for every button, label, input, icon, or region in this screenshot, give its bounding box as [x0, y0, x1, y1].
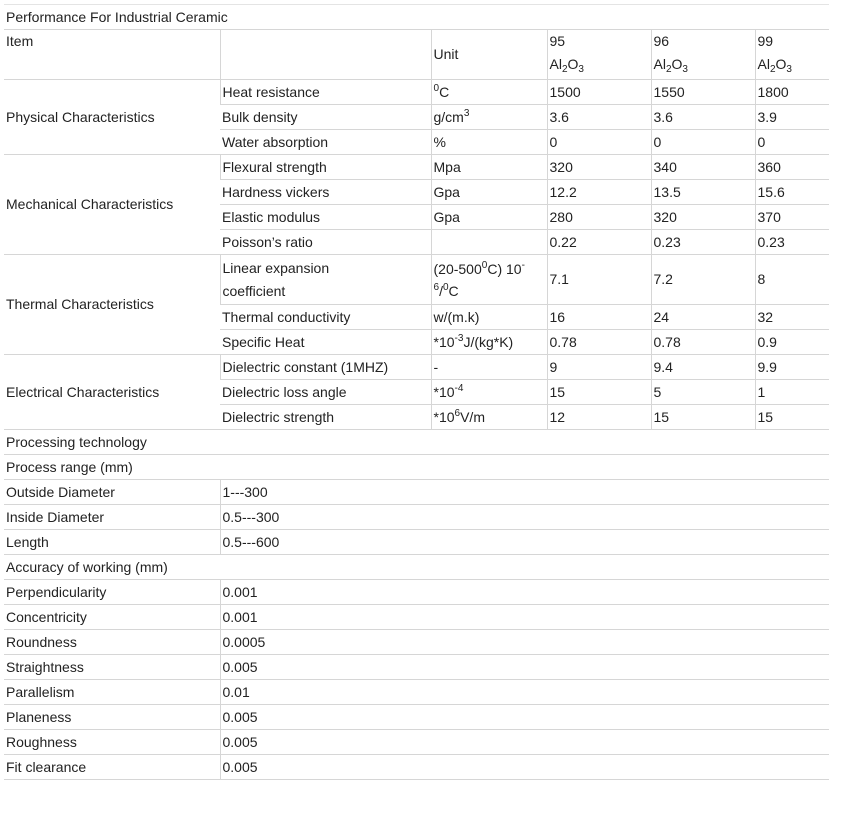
grade-number: 96	[653, 33, 670, 49]
unit-cell: $*10^{-4}$	[431, 380, 547, 405]
unit-cell: $g/cm^3$	[431, 105, 547, 130]
header-grade-96	[651, 30, 755, 80]
value-cell: 15	[755, 405, 829, 430]
table-row	[4, 480, 829, 505]
property-cell: Poisson’s ratio	[220, 230, 431, 255]
spec-label: Outside Diameter	[4, 480, 220, 505]
value-cell: 15	[547, 380, 651, 405]
header-unit: Unit	[431, 30, 547, 80]
table-row	[4, 505, 829, 530]
unit-cell: Gpa	[431, 205, 547, 230]
property-cell: Hardness vickers	[220, 180, 431, 205]
unit-cell: -	[431, 355, 547, 380]
grade-formula: $Al_2O_3$	[757, 56, 792, 75]
table-row	[4, 630, 829, 655]
unit-cell: $^0$C	[431, 80, 547, 105]
value-cell: 3.9	[755, 105, 829, 130]
spec-label: Roughness	[4, 730, 220, 755]
value-cell: 1550	[651, 80, 755, 105]
value-cell: 8	[755, 255, 829, 305]
value-cell: 32	[755, 305, 829, 330]
table-row	[4, 730, 829, 755]
grade-number: 99	[757, 33, 774, 49]
property-cell: Flexural strength	[220, 155, 431, 180]
unit-cell: %	[431, 130, 547, 155]
value-cell: 15	[651, 405, 755, 430]
group-physical: Physical Characteristics	[4, 80, 220, 155]
spec-value: 0.001	[220, 580, 829, 605]
value-cell: 12	[547, 405, 651, 430]
value-cell: 9	[547, 355, 651, 380]
table-row	[4, 530, 829, 555]
grade-formula: $Al_2O_3$	[549, 56, 584, 75]
value-cell: 3.6	[547, 105, 651, 130]
table-row	[4, 155, 829, 180]
table-row	[4, 80, 829, 105]
header-item: Item	[4, 30, 220, 80]
group-electrical: Electrical Characteristics	[4, 355, 220, 430]
value-cell: 280	[547, 205, 651, 230]
group-thermal: Thermal Characteristics	[4, 255, 220, 355]
value-cell: 13.5	[651, 180, 755, 205]
value-cell: 340	[651, 155, 755, 180]
property-cell: Water absorption	[220, 130, 431, 155]
table-row	[4, 605, 829, 630]
spec-value: 0.001	[220, 605, 829, 630]
value-cell: 320	[547, 155, 651, 180]
processing-heading: Processing technology	[4, 430, 829, 455]
table-row	[4, 255, 829, 305]
unit-cell: Gpa	[431, 180, 547, 205]
property-cell: Elastic modulus	[220, 205, 431, 230]
value-cell: 5	[651, 380, 755, 405]
spec-label: Inside Diameter	[4, 505, 220, 530]
table-row	[4, 580, 829, 605]
value-cell: 0	[547, 130, 651, 155]
value-cell: 0.78	[547, 330, 651, 355]
value-cell: 24	[651, 305, 755, 330]
property-cell: Dielectric loss angle	[220, 380, 431, 405]
unit-cell	[431, 230, 547, 255]
unit-cell: w/(m.k)	[431, 305, 547, 330]
spec-value: 1---300	[220, 480, 829, 505]
spec-value: 0.0005	[220, 630, 829, 655]
table-row	[4, 755, 829, 780]
spec-value: 0.005	[220, 655, 829, 680]
spec-value: 0.01	[220, 680, 829, 705]
section-row	[4, 555, 829, 580]
property-cell: Bulk density	[220, 105, 431, 130]
unit-cell: Mpa	[431, 155, 547, 180]
group-mechanical: Mechanical Characteristics	[4, 155, 220, 255]
value-cell: 370	[755, 205, 829, 230]
value-cell: 0.9	[755, 330, 829, 355]
value-cell: 0.22	[547, 230, 651, 255]
value-cell: 7.2	[651, 255, 755, 305]
property-cell: Specific Heat	[220, 330, 431, 355]
table-row	[4, 680, 829, 705]
spec-value: 0.5---300	[220, 505, 829, 530]
spec-value: 0.005	[220, 705, 829, 730]
unit-cell: $(20-500^0C)$ 10- $^6$/$^0$C	[431, 255, 547, 305]
value-cell: 15.6	[755, 180, 829, 205]
value-cell: 0.23	[651, 230, 755, 255]
property-cell: Dielectric strength	[220, 405, 431, 430]
spec-value: 0.5---600	[220, 530, 829, 555]
table-row	[4, 355, 829, 380]
section-row	[4, 430, 829, 455]
value-cell: 7.1	[547, 255, 651, 305]
spec-label: Fit clearance	[4, 755, 220, 780]
title-row	[4, 5, 829, 30]
value-cell: 0	[651, 130, 755, 155]
header-grade-99	[755, 30, 829, 80]
value-cell: 12.2	[547, 180, 651, 205]
property-cell: Dielectric constant (1MHZ)	[220, 355, 431, 380]
spec-label: Straightness	[4, 655, 220, 680]
value-cell: 0.23	[755, 230, 829, 255]
value-cell: 16	[547, 305, 651, 330]
section-row	[4, 455, 829, 480]
header-blank	[220, 30, 431, 80]
value-cell: 1500	[547, 80, 651, 105]
value-cell: 0.78	[651, 330, 755, 355]
spec-value: 0.005	[220, 755, 829, 780]
header-row	[4, 30, 829, 80]
property-cell: Linear expansion coefficient	[220, 255, 431, 305]
unit-cell: $*10^6V/m$	[431, 405, 547, 430]
table-row	[4, 655, 829, 680]
unit-cell: $*10^{-3}J/(kg*K)$	[431, 330, 547, 355]
spec-label: Concentricity	[4, 605, 220, 630]
spec-label: Roundness	[4, 630, 220, 655]
value-cell: 3.6	[651, 105, 755, 130]
header-grade-95	[547, 30, 651, 80]
spec-label: Perpendicularity	[4, 580, 220, 605]
value-cell: 360	[755, 155, 829, 180]
spec-value: 0.005	[220, 730, 829, 755]
performance-table	[4, 4, 829, 780]
property-cell: Thermal conductivity	[220, 305, 431, 330]
spec-label: Planeness	[4, 705, 220, 730]
value-cell: 9.4	[651, 355, 755, 380]
accuracy-heading: Accuracy of working (mm)	[4, 555, 829, 580]
value-cell: 0	[755, 130, 829, 155]
value-cell: 1800	[755, 80, 829, 105]
spec-label: Length	[4, 530, 220, 555]
spec-label: Parallelism	[4, 680, 220, 705]
table-title: Performance For Industrial Ceramic	[4, 5, 829, 30]
value-cell: 320	[651, 205, 755, 230]
process-range-heading: Process range (mm)	[4, 455, 829, 480]
value-cell: 1	[755, 380, 829, 405]
property-cell: Heat resistance	[220, 80, 431, 105]
value-cell: 9.9	[755, 355, 829, 380]
grade-number: 95	[549, 33, 566, 49]
grade-formula: $Al_2O_3$	[653, 56, 688, 75]
table-row	[4, 705, 829, 730]
